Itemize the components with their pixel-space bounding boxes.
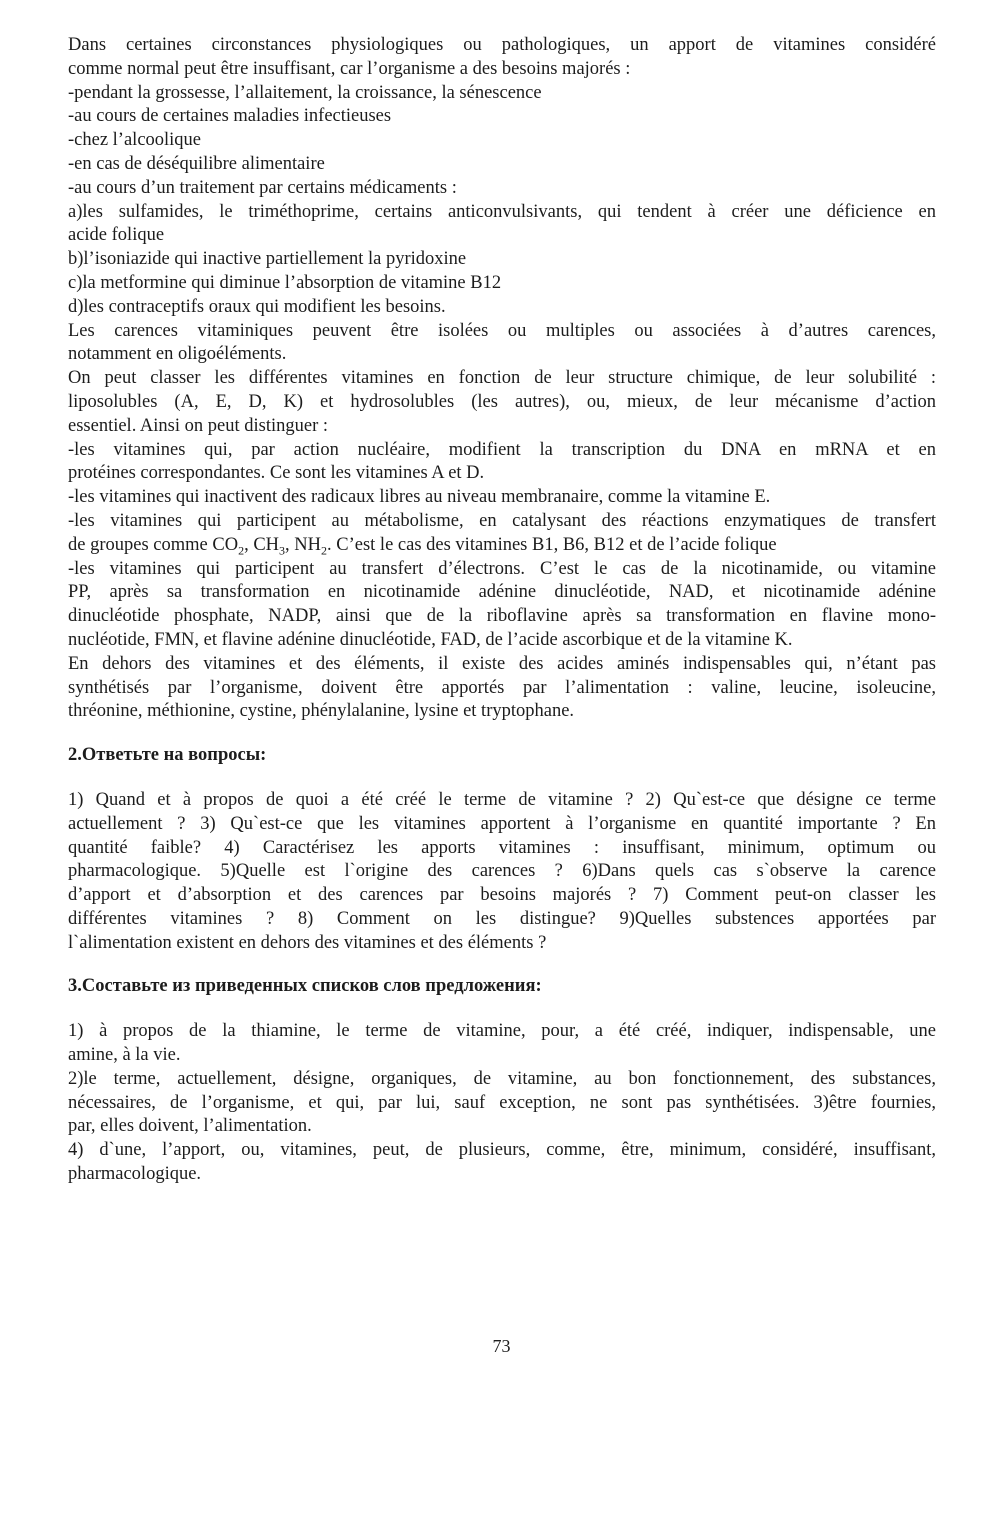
- text-line: b)l’isoniazide qui inactive partiellement la pyridoxine: [68, 249, 467, 270]
- text-line: -les vitamines qui participent au métabolisme, en catalysant des réactions enzymatiques de transfert: [68, 510, 936, 531]
- text-line: par, elles doivent, l’alimentation.: [68, 1116, 312, 1137]
- text-line: Les carences vitaminiques peuvent être isolées ou multiples ou associées à d’autres carences,: [68, 320, 936, 341]
- text-line: 4) d`une, l’apport, ou, vitamines, peut, de plusieurs, comme, être, minimum, considéré, insuffisant,: [68, 1140, 936, 1161]
- text-line: -au cours de certaines maladies infectieuses: [68, 106, 392, 127]
- subscript: 3: [279, 543, 286, 558]
- text-line: dinucléotide phosphate, NADP, ainsi que de la riboflavine après sa transformation en flavine mono-: [68, 606, 936, 627]
- spacer: [68, 768, 936, 789]
- text-line: d’apport et d’absorption et des carences par besoins majorés ? 7) Comment peut-on classer les: [68, 885, 936, 906]
- text-line: différentes vitamines ? 8) Comment on les distingue? 9)Quelles substences apportées par: [68, 908, 936, 929]
- text-fragment: , NH: [285, 534, 321, 555]
- text-line: acide folique: [68, 225, 165, 246]
- text-line: comme normal peut être insuffisant, car l’organisme a des besoins majorés :: [68, 58, 631, 79]
- text-line: On peut classer les différentes vitamines en fonction de leur structure chimique, de leur solubilité :: [68, 368, 936, 389]
- text-fragment: , CH: [244, 534, 280, 555]
- text-line: nécessaires, de l’organisme, et qui, par lui, sauf exception, ne sont pas synthétisées. 3)être fournies,: [68, 1092, 936, 1113]
- spacer: [68, 999, 936, 1020]
- text-line: -pendant la grossesse, l’allaitement, la croissance, la sénescence: [68, 82, 542, 103]
- section-3-exercises: [68, 1020, 936, 1187]
- text-line-chemical-groups: [68, 534, 936, 558]
- text-line: pharmacologique. 5)Quelle est l`origine des carences ? 6)Dans quels cas s`observe la carence: [68, 861, 936, 882]
- text-fragment: . C’est le cas des vitamines B1, B6, B12 et de l’acide folique: [327, 534, 777, 555]
- text-line: -les vitamines qui, par action nucléaire, modifient la transcription du DNA en mRNA et en: [68, 439, 936, 460]
- text-line: PP, après sa transformation en nicotinamide adénine dinucléotide, NAD, et nicotinamide adénine: [68, 582, 936, 603]
- text-line: l`alimentation existent en dehors des vitamines et des éléments ?: [68, 932, 547, 953]
- section-2-questions: [68, 789, 936, 956]
- text-line: 2)le terme, actuellement, désigne, organiques, de vitamine, au bon fonctionnement, des substances,: [68, 1068, 936, 1089]
- text-line: -chez l’alcoolique: [68, 130, 202, 151]
- text-line: -au cours d’un traitement par certains médicaments :: [68, 177, 457, 198]
- subscript: 2: [238, 543, 245, 558]
- text-line: -les vitamines qui participent au transfert d’électrons. C’est le cas de la nicotinamide, ou vitamine: [68, 558, 936, 579]
- text-line: liposolubles (A, E, D, K) et hydrosolubles (les autres), ou, mieux, de leur mécanisme d’action: [68, 391, 936, 412]
- text-line: thréonine, méthionine, cystine, phénylalanine, lysine et tryptophane.: [68, 701, 575, 722]
- text-line: En dehors des vitamines et des éléments, il existe des acides aminés indispensables qui, n’étant pas: [68, 653, 936, 674]
- text-fragment: de groupes comme CO: [68, 534, 239, 555]
- section-2-heading: 2.Ответьте на вопросы:: [68, 745, 267, 766]
- text-line: amine, à la vie.: [68, 1045, 181, 1066]
- page-number: 73: [492, 1336, 511, 1356]
- text-line: a)les sulfamides, le triméthoprime, certains anticonvulsivants, qui tendent à créer une déficience en: [68, 201, 936, 222]
- text-line: quantité faible? 4) Caractérisez les apports vitamines : insuffisant, minimum, optimum ou: [68, 837, 936, 858]
- text-line: pharmacologique.: [68, 1164, 202, 1185]
- text-line: d)les contraceptifs oraux qui modifient les besoins.: [68, 296, 446, 317]
- text-line: essentiel. Ainsi on peut distinguer :: [68, 415, 329, 436]
- text-line: actuellement ? 3) Qu`est-ce que les vitamines apportent à l’organisme en quantité importante ? En: [68, 813, 936, 834]
- text-line: c)la metformine qui diminue l’absorption de vitamine B12: [68, 272, 502, 293]
- text-line: -les vitamines qui inactivent des radicaux libres au niveau membranaire, comme la vitamine E.: [68, 487, 771, 508]
- section-3-heading: 3.Составьте из приведенных списков слов предложения:: [68, 976, 542, 997]
- text-line: 1) à propos de la thiamine, le terme de vitamine, pour, a été créé, indiquer, indispensable, une: [68, 1021, 936, 1042]
- text-line: 1) Quand et à propos de quoi a été créé le terme de vitamine ? 2) Qu`est-ce que désigne ce terme: [68, 789, 936, 810]
- text-line: Dans certaines circonstances physiologiques ou pathologiques, un apport de vitamines considéré: [68, 35, 936, 55]
- text-line: notamment en oligoéléments.: [68, 344, 287, 365]
- paragraph-block-1: [68, 34, 936, 724]
- text-line: nucléotide, FMN, et flavine adénine dinucléotide, FAD, de l’acide ascorbique et de la vitamine K.: [68, 629, 793, 650]
- text-line: protéines correspondantes. Ce sont les vitamines A et D.: [68, 463, 485, 484]
- subscript: 2: [321, 543, 327, 558]
- text-line: synthétisés par l’organisme, doivent être apportés par l’alimentation : valine, leucine, isoleucine,: [68, 677, 936, 698]
- text-line: -en cas de déséquilibre alimentaire: [68, 153, 325, 174]
- document-body: [68, 34, 936, 1187]
